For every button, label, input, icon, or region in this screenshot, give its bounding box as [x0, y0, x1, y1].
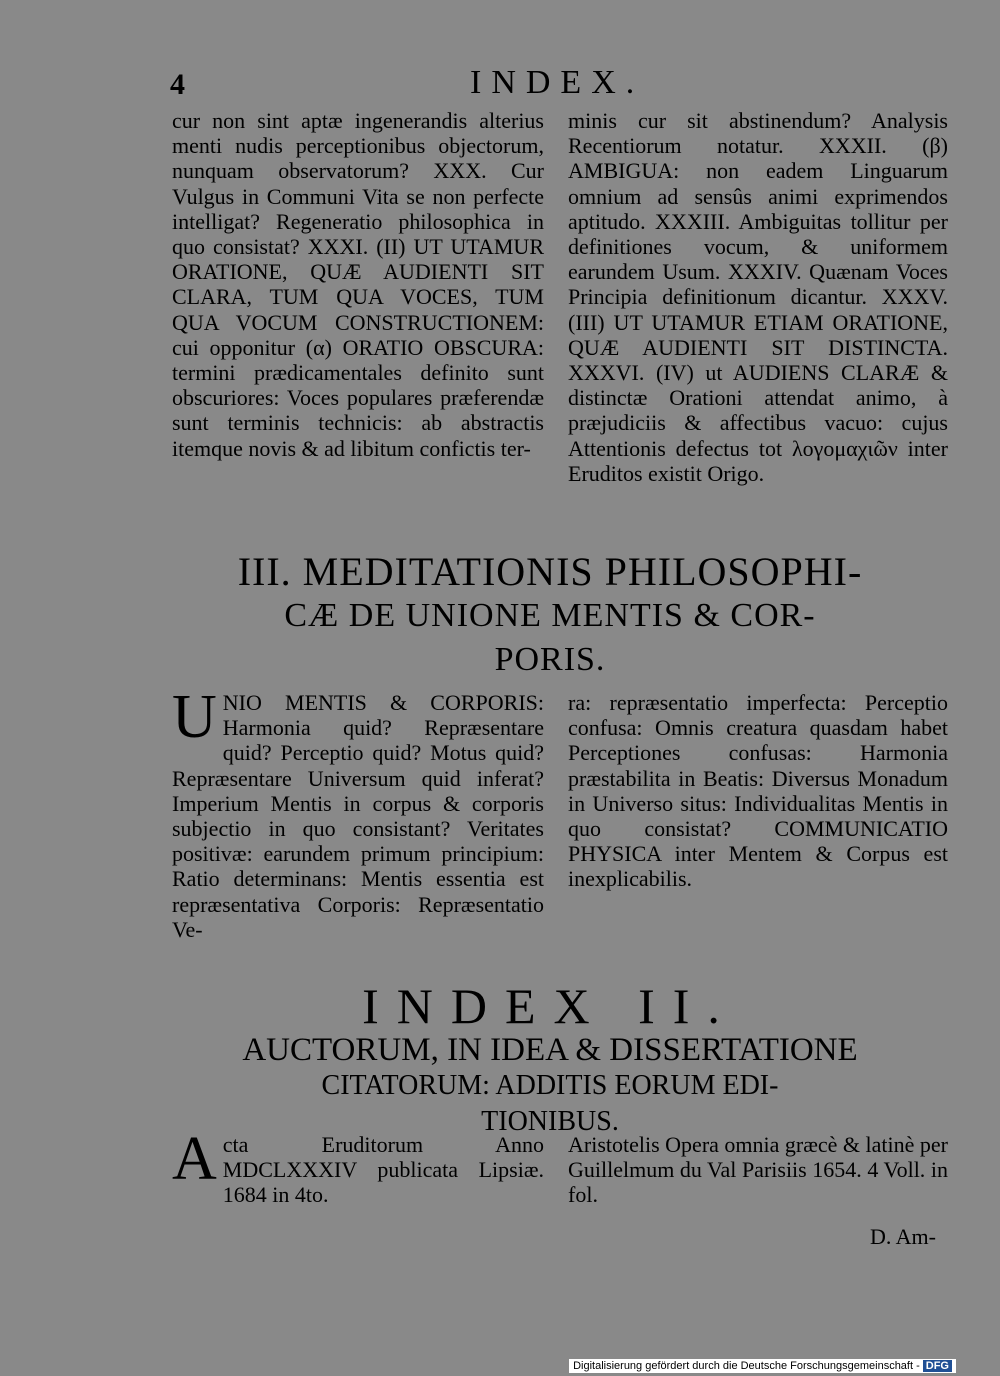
index2-subtitle-line1: AUCTORUM, IN IDEA & DISSERTATIONE — [242, 1032, 858, 1068]
section1-left-column — [172, 108, 544, 461]
dfg-logo: DFG — [923, 1360, 952, 1372]
index2-subtitle-line2: CITATORUM: ADDITIS EORUM EDI- — [321, 1070, 779, 1101]
section3-right-column — [568, 1132, 948, 1208]
section2-title-line3: PORIS. — [494, 641, 606, 678]
section3-left-text: cta Eruditorum Anno MDCLXXXIV publicata Lipsiæ. 1684 in 4to. — [222, 1132, 544, 1208]
section2-right-text: ra: repræsentatio imperfecta: Perceptio confusa: Omnis creatura quasdam habet Perceptiones confusas: Harmonia præstabilita in Beatis: Diversus Monadum in Universo situs: Individualitas Mentis in quo consistat? COMMUNICATIO PHYSICA inter Mentem & Corpus est inexplicabilis. — [568, 690, 948, 892]
index2-subtitle-line3: TIONIBUS. — [481, 1106, 619, 1137]
section3-left-column — [172, 1125, 544, 1208]
section3-drop-cap: A — [172, 1125, 217, 1193]
digitization-credit — [569, 1359, 956, 1373]
catchword: D. Am- — [870, 1224, 936, 1249]
section2-title-line2: CÆ DE UNIONE MENTIS & COR- — [284, 597, 816, 634]
credit-text: Digitalisierung gefördert durch die Deutsche Forschungsgemeinschaft - — [573, 1360, 920, 1372]
section2-left-text: NIO MENTIS & CORPORIS: Harmonia quid? Repræsentare quid? Perceptio quid? Motus quid? Repræsentare Universum quid inferat? Imperium Mentis in corpus & corporis subjectio in quo consistant? Veritates positivæ: earundem primum principium: Ratio determinans: Mentis essentia est repræsentativa Corporis: Repræsentatio Ve- — [172, 690, 544, 942]
section3-right-text: Aristotelis Opera omnia græcè & latinè per Guillelmum du Val Parisiis 1654. 4 Voll. in fol. — [568, 1132, 948, 1208]
running-head: INDEX. — [470, 64, 645, 101]
section1-left-text: cur non sint aptæ ingenerandis alterius menti nudis perceptionibus objectorum, nunquam observatorum? XXX. Cur Vulgus in Communi Vita se non perfecte intelligat? Regeneratio philosophica in quo consistat? XXXI. (II) UT UTAMUR ORATIONE, QUÆ AUDIENTI SIT CLARA, TUM QUA VOCES, TUM QUA VOCUM CONSTRUCTIONEM: cui opponitur (α) ORATIO OBSCURA: termini prædicamentales definito sunt obscuriores: Voces populares præferendæ sunt terminis technicis: ab abstractis itemque novis & ad libitum confictis ter- — [172, 108, 544, 461]
section2-title — [150, 550, 950, 682]
section2-left-column — [172, 683, 544, 942]
section1-right-column — [568, 108, 948, 486]
section2-title-line1: III. MEDITATIONIS PHILOSOPHI- — [237, 549, 863, 594]
section2-right-column — [568, 690, 948, 892]
page-number: 4 — [170, 68, 185, 101]
section2-drop-cap: U — [172, 683, 217, 751]
index2-subtitle — [150, 1032, 950, 1140]
section1-right-text: minis cur sit abstinendum? Analysis Recentiorum notatur. XXXII. (β) AMBIGUA: non eadem Linguarum omnium ad sensûs animi exprimendos aptitudo. XXXIII. Ambiguitas tollitur per definitiones vocum, & uniformem earundem Usum. XXXIV. Quænam Voces Principia definitionum dicantur. XXXV. (III) UT UTAMUR ETIAM ORATIONE, QUÆ AUDIENTI SIT DISTINCTA. XXXVI. (IV) ut AUDIENS CLARÆ & distinctæ Orationi attendat animo, à præjudiciis & affectibus vacuo: cujus Attentionis defectus tot λογομαχιῶν inter Eruditos existit Origo. — [568, 108, 948, 486]
index2-title: INDEX II. — [362, 978, 738, 1034]
